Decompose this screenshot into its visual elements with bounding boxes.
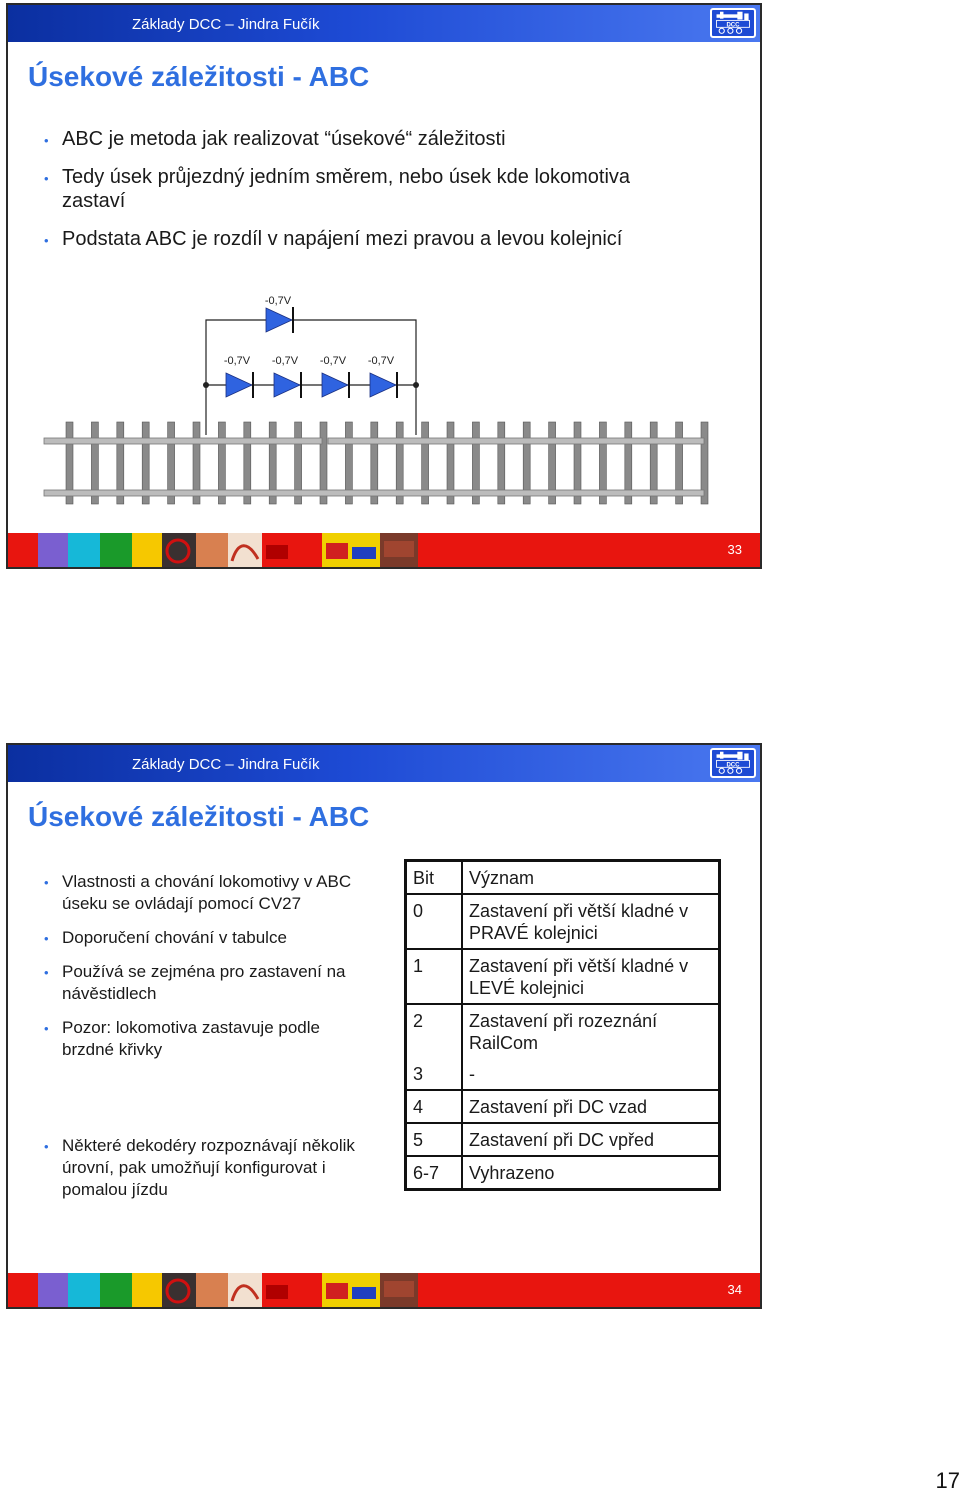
slide-footer <box>8 1273 760 1307</box>
table-cell: Zastavení při DC vpřed <box>469 1130 655 1150</box>
bullet-item: • Vlastnosti a chování lokomotivy v ABC úseku se ovládají pomocí CV27 <box>44 871 364 915</box>
bullet-list <box>44 871 364 1073</box>
table-row <box>406 949 720 1004</box>
slide-title: Úsekové záležitosti - ABC <box>28 61 370 92</box>
table-cell: 0 <box>406 894 463 949</box>
bullet-item: • ABC je metoda jak realizovat “úsekové“ záležitosti <box>44 127 684 151</box>
slide-34 <box>6 743 762 1309</box>
abc-track-diagram <box>42 290 712 505</box>
bullet-item: • Pozor: lokomotiva zastavuje podle brzdné křivky <box>44 1017 364 1061</box>
diode-label: -0,7V <box>319 355 347 367</box>
table-header-cell: Význam <box>469 868 535 888</box>
header-text: Základy DCC – Jindra Fučík <box>132 756 320 773</box>
table-cell: - <box>469 1064 475 1084</box>
diode-icon <box>266 307 293 333</box>
diode-icon <box>226 372 253 398</box>
dcc-logo <box>710 8 756 38</box>
header-text: Základy DCC – Jindra Fučík <box>132 16 320 33</box>
top-diode-label: -0,7V <box>264 295 292 307</box>
svg-text:DCC: DCC <box>726 762 740 769</box>
table-cell: Zastavení při větší kladné v PRAVÉ kolejnici <box>469 901 689 943</box>
slide-footer <box>8 533 760 567</box>
table-cell: 3 <box>406 1058 463 1090</box>
bullet-item: • Tedy úsek průjezdný jedním směrem, nebo úsek kde lokomotiva zastaví <box>44 165 684 213</box>
circuit-wires <box>206 320 416 435</box>
slide-header <box>8 5 760 42</box>
table-cell: Vyhrazeno <box>469 1163 555 1183</box>
slide-33 <box>6 3 762 569</box>
diode-icon <box>322 372 349 398</box>
slide-title: Úsekové záležitosti - ABC <box>28 801 370 832</box>
document-page-number: 17 <box>935 1468 960 1493</box>
bullet-item: • Některé dekodéry rozpoznávají několik úrovní, pak umožňují konfigurovat i pomalou jízdu <box>44 1135 364 1201</box>
table-cell: Zastavení při DC vzad <box>469 1097 648 1117</box>
bullet-list <box>44 127 684 265</box>
junction-dot <box>413 382 419 388</box>
table-cell: 2 <box>406 1004 463 1058</box>
slide-header <box>8 745 760 782</box>
junction-dot <box>203 382 209 388</box>
bullet-list <box>44 1135 364 1213</box>
table-cell: 6-7 <box>406 1156 463 1190</box>
table-row <box>406 894 720 949</box>
svg-text:DCC: DCC <box>726 22 740 29</box>
table-row <box>406 1123 720 1156</box>
table-row <box>406 1090 720 1123</box>
rail-top-left <box>44 438 322 444</box>
table-header-row <box>406 861 720 895</box>
dcc-logo <box>710 748 756 778</box>
cv27-bit-table <box>404 859 721 1191</box>
bullet-item: • Používá se zejména pro zastavení na návěstidlech <box>44 961 364 1005</box>
table-cell: 1 <box>406 949 463 1004</box>
diode-icon <box>274 372 301 398</box>
table-cell: Zastavení při větší kladné v LEVÉ kolejnici <box>469 956 689 998</box>
rail-top-right <box>328 438 704 444</box>
table-cell: 5 <box>406 1123 463 1156</box>
bullet-item: • Podstata ABC je rozdíl v napájení mezi pravou a levou kolejnicí <box>44 227 684 251</box>
table-cell: Zastavení při rozeznání RailCom <box>469 1011 658 1053</box>
bullet-item: • Doporučení chování v tabulce <box>44 927 364 949</box>
page-number: 34 <box>727 1282 742 1297</box>
rail-bottom <box>44 490 704 496</box>
footer-image-strip <box>8 533 448 567</box>
table-cell: 4 <box>406 1090 463 1123</box>
page-number: 33 <box>727 542 742 557</box>
diode-icon <box>370 372 397 398</box>
table-row <box>406 1004 720 1058</box>
table-row <box>406 1156 720 1190</box>
diode-label: -0,7V <box>223 355 251 367</box>
table-header-cell: Bit <box>406 861 463 895</box>
diode-label: -0,7V <box>271 355 299 367</box>
table-row <box>406 1058 720 1090</box>
footer-image-strip <box>8 1273 448 1307</box>
diode-label: -0,7V <box>367 355 395 367</box>
